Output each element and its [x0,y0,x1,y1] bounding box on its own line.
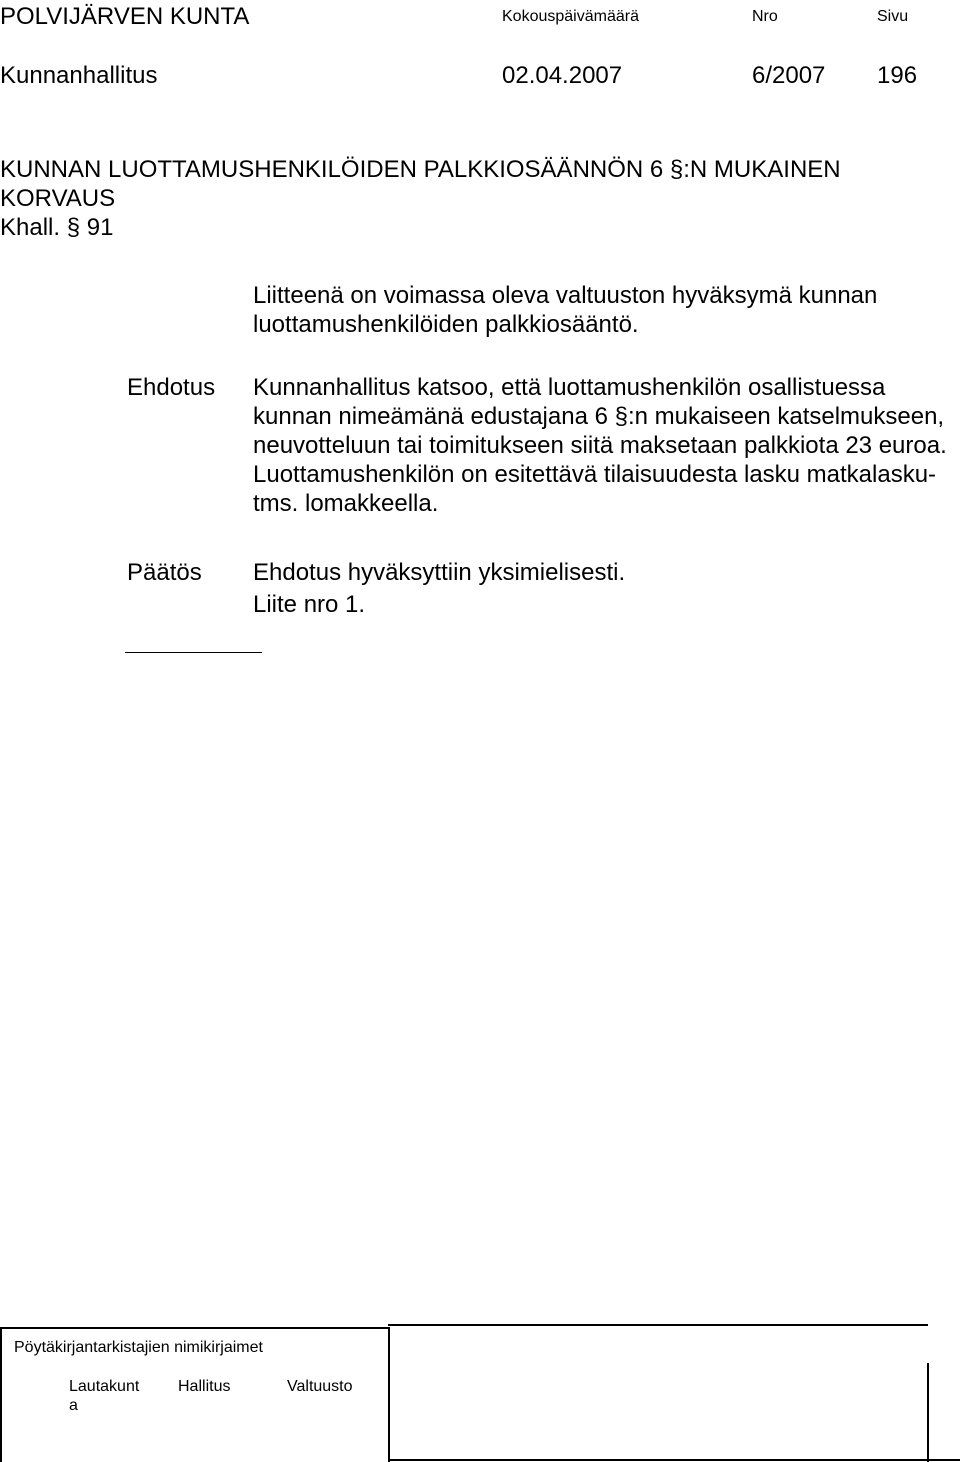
section-title-line1: KUNNAN LUOTTAMUSHENKILÖIDEN PALKKIOSÄÄNNÖN 6 §:N MUKAINEN [0,156,841,183]
footer-divider [388,1327,390,1462]
date-label: Kokouspäivämäärä [502,8,639,25]
footer-top-border [0,1327,388,1329]
section-reference: Khall. § 91 [0,214,114,241]
footer-bottom-border [388,1459,960,1461]
footer-right-inner-border [927,1363,929,1462]
section-title-line2: KORVAUS [0,185,116,212]
lautakunta-label: Lautakunt [69,1378,140,1395]
decision-label: Päätös [127,559,202,586]
attachment-note: Liitteenä on voimassa oleva valtuuston hyväksymä kunnan luottamushenkilöiden palkkiosääntö. [253,282,878,338]
attachment-reference: Liite nro 1. [253,591,366,618]
meeting-date: 02.04.2007 [502,62,623,89]
proposal-label: Ehdotus [127,374,216,401]
page-number: 196 [877,62,918,89]
lautakunta-label-continued: a [69,1397,78,1414]
page-label: Sivu [877,8,909,25]
meeting-body: Kunnanhallitus [0,62,158,89]
organization-name: POLVIJÄRVEN KUNTA [0,3,250,30]
valtuusto-label: Valtuusto [287,1378,353,1395]
footer-left-border [0,1327,2,1462]
decision-text: Ehdotus hyväksyttiin yksimielisesti. [253,559,626,586]
hallitus-label: Hallitus [178,1378,231,1395]
number-label: Nro [752,8,778,25]
proposal-text: Kunnanhallitus katsoo, että luottamushenkilön osallistuessa kunnan nimeämänä edustajana 6 §:n mukaiseen katselmukseen, neuvotteluun tai toimitukseen siitä maksetaan palkkiota 23 euroa. Luottamushenkilön on esitettävä tilaisuudesta lasku matkalasku- tms. lomakkeella. [253,374,947,517]
meeting-number: 6/2007 [752,62,826,89]
footer-right-top-border [388,1324,928,1326]
initials-title: Pöytäkirjantarkistajien nimikirjaimet [14,1339,263,1356]
section-end-rule [125,652,262,653]
